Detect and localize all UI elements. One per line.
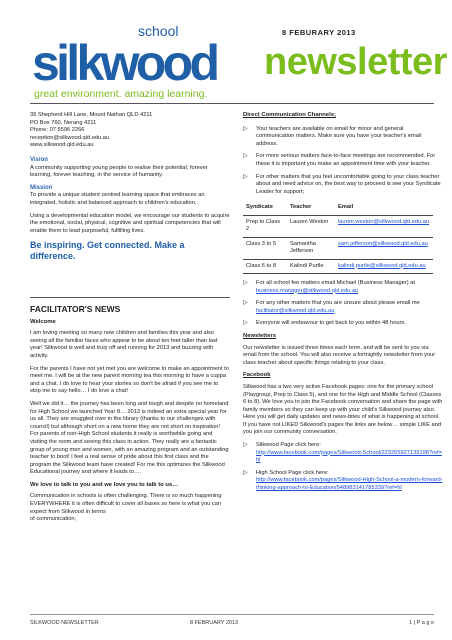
facebook-primary-link[interactable]: http://www.facebook.com/pages/Silkwood-School/229265927139198?ref=hl — [256, 449, 443, 464]
triangle-bullet-icon: ▷ — [243, 442, 248, 449]
mission-heading: Mission — [30, 184, 53, 191]
direct-bullet-4: ▷ For all school fee matters email Michael (Business Manager) at business.manager@silkwood.qld.edu.au — [243, 279, 415, 294]
facilitator-para-1: I am loving meeting so many new children and families this year and also seeing all the familiar faces who appear to be about ten feet taller than last year! Silkwood is well and truly off and running for 2013 and buzzing with activity. — [30, 330, 218, 359]
table-row: Prep to Class 2 Lauren Weston lauren.weston@silkwood.qld.edu.au — [243, 215, 433, 237]
triangle-bullet-icon: ▷ — [243, 153, 248, 160]
phone: Phone: 07 5596 2266 — [30, 127, 85, 134]
facebook-highschool-link[interactable]: http://www.facebook.com/pages/Silkwood-High-School-a-modern-forward-thinking-approach-to-Education/548983141785339?ref=hl — [256, 477, 443, 492]
po-box: PO Box 760, Nerang 4211 — [30, 119, 97, 126]
triangle-bullet-icon: ▷ — [243, 125, 248, 132]
page-number: 1 | P a g e — [409, 620, 434, 626]
teacher-email-link[interactable]: lauren.weston@silkwood.qld.edu.au — [338, 218, 430, 225]
facilitator-para-5: of communication; — [30, 516, 77, 523]
table-header-row — [243, 201, 433, 215]
header-divider — [30, 103, 434, 104]
facilitator-title: FACILITATOR'S NEWS — [30, 304, 121, 314]
contact-email[interactable]: reception@silkwood.qld.edu.au — [30, 134, 110, 141]
talk-heading: We love to talk to you and we love you to talk to us… — [30, 481, 179, 488]
table-row: Class 6 to 8 Kalindi Purtle kalindi.purtle@silkwood.qld.edu.au — [243, 259, 433, 273]
mission-text-2: Using a developmental education model, we encourage our students to acquire the emotional, social, physical, cognitive and spiritual competencies that will enable them to lead purposeful, fulfilling lives. — [30, 212, 230, 234]
vision-heading: Vision — [30, 156, 48, 163]
logo-main-text: silkwood — [32, 35, 218, 91]
address: 39 Shepherd Hill Lane, Mount Nathan QLD 4211 — [30, 112, 153, 118]
right-column — [243, 112, 443, 498]
facebook-bullet-2: ▷ High School Page click here: http://www.facebook.com/pages/Silkwood-High-School-a-modern-forward-thinking-approach-to-Education/548983141785339?ref=hl — [243, 469, 443, 492]
mission-text-1: To provide a unique student centred learning space that embraces an integrated, holistic and balanced approach to children's education. — [30, 192, 205, 206]
facilitator-news — [30, 306, 230, 529]
footer-left: SILKWOOD NEWSLETTER — [30, 620, 99, 626]
facebook-text: Silkwood has a two very active Facebook pages: one for the primary school (Playgroup, Prep to Class 5), and one for the High and Middle School (Classes 6 to 8). We love you to join the Facebook conversation and share the page with family members so they can keep up with your child's Silkwood journey also. Here you will get daily updates and news-bites of what is happening at school. If you have not LIKED Silkwood's pages the links are below… simple LIKE and you join our community conversation. — [243, 383, 443, 436]
triangle-bullet-icon: ▷ — [243, 300, 248, 307]
vision-text: A community supporting young people to realise their potential; forever learning, forever teaching, in the service of humanity. — [30, 164, 208, 179]
newsletter-title: newsletter — [264, 41, 447, 83]
direct-bullet-5: ▷ For any other matters that you are unsure about please email me facilitator@silkwood.qld.edu.au — [243, 300, 420, 314]
logo-tagline: great environment. amazing learning. — [34, 88, 208, 100]
left-divider — [30, 297, 230, 298]
direct-heading: Direct Communication Channels; — [243, 112, 336, 118]
teacher-email-link[interactable]: sam.jefferson@silkwood.qld.edu.au — [338, 240, 428, 247]
issue-date: 8 FEBURARY 2013 — [282, 28, 356, 37]
col-email: Email — [335, 201, 433, 215]
triangle-bullet-icon: ▷ — [243, 469, 248, 476]
col-syndicate: Syndicate — [243, 201, 287, 215]
footer-date: 8 FEBRUARY 2013 — [190, 620, 239, 626]
direct-bullet-2: ▷ For more serious matters face-to-face meetings are recommended. For these it is important you make an appointment time with your teacher. — [243, 153, 436, 167]
logo-small-text: school — [138, 23, 179, 39]
triangle-bullet-icon: ▷ — [243, 320, 248, 327]
triangle-bullet-icon: ▷ — [243, 279, 248, 286]
silkwood-school-logo — [30, 22, 220, 108]
col-teacher: Teacher — [287, 201, 335, 215]
syndicate-table — [243, 201, 433, 274]
website[interactable]: www.silkwood.qld.edu.au — [30, 142, 94, 149]
facebook-heading: Facebook — [243, 372, 271, 379]
facebook-bullet-1: ▷ Silkwood Page click here: http://www.facebook.com/pages/Silkwood-School/229265927139198?ref=hl — [243, 442, 443, 464]
welcome-heading: Welcome — [30, 318, 56, 325]
facilitator-para-3: Well we did it… the journey has been long and tough and despite no homeland for High School we launched Year 8… 2013 is indeed an extra special year for us all. They are snuggled over in the library (thanks to our challenges with council) but although short on a new home they are not short on inspiration! For parents of non-High School students it really is worthwhile going and visiting the room and seeing this class in action. They really are a fantastic group of young men and women, with an amazing program and an outstanding teacher to boot! I feel a real sense of pride about this first class and the program the Silkwood team have created! For me this optimizes the Silkwood Educational journey and where it leads to…. — [30, 400, 229, 476]
facilitator-email-link[interactable]: facilitator@silkwood.qld.edu.au — [256, 307, 335, 314]
direct-bullet-6: ▷ Everyone will endeavour to get back to you within 48 hours. — [243, 320, 406, 327]
business-manager-email-link[interactable]: business.manager@silkwood.qld.edu.au — [256, 287, 359, 294]
footer-divider — [30, 614, 434, 615]
facilitator-para-4: Communication in schools is often challenging. There is so much happening EVERYWHERE it is often difficult to cover all bases so here is what you can expect from Silkwood in terms — [30, 493, 222, 515]
facilitator-para-2: For the parents I have not yet met you are welcome to make an appointment to meet me. I will be at the new parent morning tea this morning to have a cuppa and a chat. I do love to hear your stories so don't be afraid if you see me to stop me to say hello… I do love a chat! — [30, 365, 229, 395]
tagline: Be inspiring. Get connected. Make a difference. — [30, 240, 185, 262]
direct-bullet-1: ▷ Your teachers are available on email for minor and general communication matters. Make sure you have your teacher's email address. — [243, 125, 422, 147]
table-row: Class 3 to 5 Samantha Jefferson sam.jefferson@silkwood.qld.edu.au — [243, 237, 433, 259]
teacher-email-link[interactable]: kalindi.purtle@silkwood.qld.edu.au — [338, 262, 426, 269]
contact-block — [30, 112, 230, 150]
left-column — [30, 112, 230, 262]
newsletters-heading: Newsletters — [243, 332, 277, 339]
direct-bullet-3: ▷ For other matters that you feel uncomfortable going to your class teacher about and need advice on, the best way to proceed is see your Syndicate Leader for support; — [243, 173, 441, 195]
triangle-bullet-icon: ▷ — [243, 173, 248, 180]
newsletters-text: Our newsletter is issued three times each term, and will be sent to you via email from the school. You will also receive a fortnightly newsletter from your class teacher about specific things relating to your class. — [243, 344, 436, 366]
